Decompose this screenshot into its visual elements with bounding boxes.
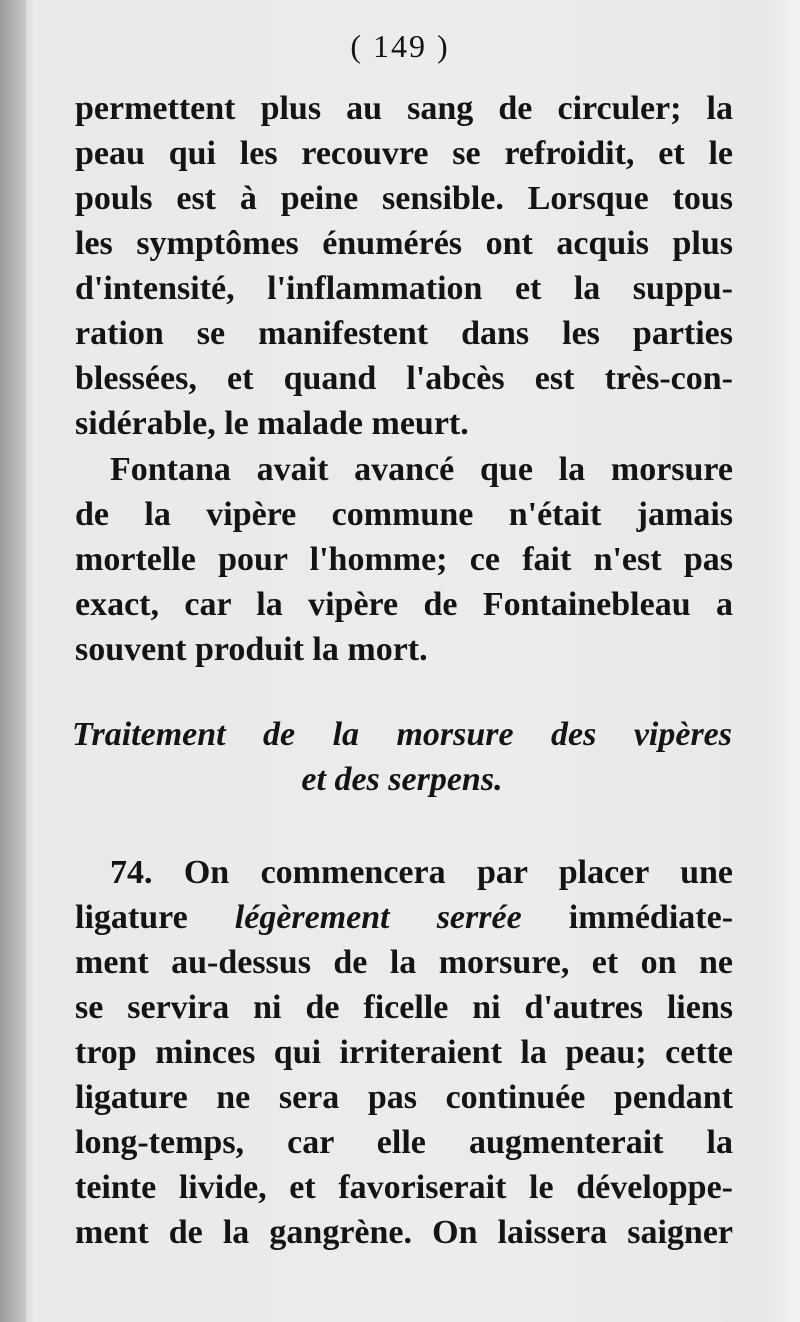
paragraph-line: teinte livide, et favoriserait le développe-	[75, 1169, 733, 1206]
section-heading	[72, 712, 732, 802]
paragraph-line: mortelle pour l'homme; ce fait n'est pas	[75, 541, 733, 578]
paragraph-line: se servira ni de ficelle ni d'autres liens	[75, 989, 733, 1026]
paragraph-line: ment au-dessus de la morsure, et on ne	[75, 944, 733, 981]
paragraph-line	[75, 895, 733, 940]
paragraph-line: trop minces qui irriteraient la peau; cette	[75, 1034, 733, 1071]
heading-line: Traitement de la morsure des vipères	[72, 716, 732, 753]
paragraph-line: ligature ne sera pas continuée pendant	[75, 1079, 733, 1116]
paragraph-line: peau qui les recouvre se refroidit, et le	[75, 135, 733, 172]
paragraph-line: pouls est à peine sensible. Lorsque tous	[75, 180, 733, 217]
emphasized-text: légèrement serrée	[234, 899, 522, 936]
paragraph-text: immédiate-	[568, 899, 734, 936]
paragraph-line: d'intensité, l'inflammation et la suppu-	[75, 270, 733, 307]
paragraph-fontana	[75, 447, 733, 672]
paragraph-line: souvent produit la mort.	[75, 631, 428, 668]
paragraph-line: ration se manifestent dans les parties	[75, 315, 733, 352]
paragraph-line: les symptômes énumérés ont acquis plus	[75, 225, 733, 262]
paragraph-line: permettent plus au sang de circuler; la	[75, 90, 733, 127]
paragraph-line: long-temps, car elle augmenterait la	[75, 1124, 733, 1161]
paragraph-symptoms	[75, 86, 733, 446]
paragraph-line: exact, car la vipère de Fontainebleau a	[75, 586, 733, 623]
paragraph-line: Fontana avait avancé que la morsure	[110, 451, 733, 488]
paragraph-line: 74. On commencera par placer une	[110, 854, 733, 891]
paragraph-text: ligature	[75, 899, 188, 936]
paragraph-line: blessées, et quand l'abcès est très-con-	[75, 360, 733, 397]
page-number: ( 149 )	[350, 28, 450, 64]
paragraph-line: de la vipère commune n'était jamais	[75, 496, 733, 533]
heading-line: et des serpens.	[301, 761, 503, 798]
paragraph-line: sidérable, le malade meurt.	[75, 405, 469, 442]
paragraph-treatment	[75, 850, 733, 1255]
paragraph-line: ment de la gangrène. On laissera saigner	[75, 1214, 733, 1251]
